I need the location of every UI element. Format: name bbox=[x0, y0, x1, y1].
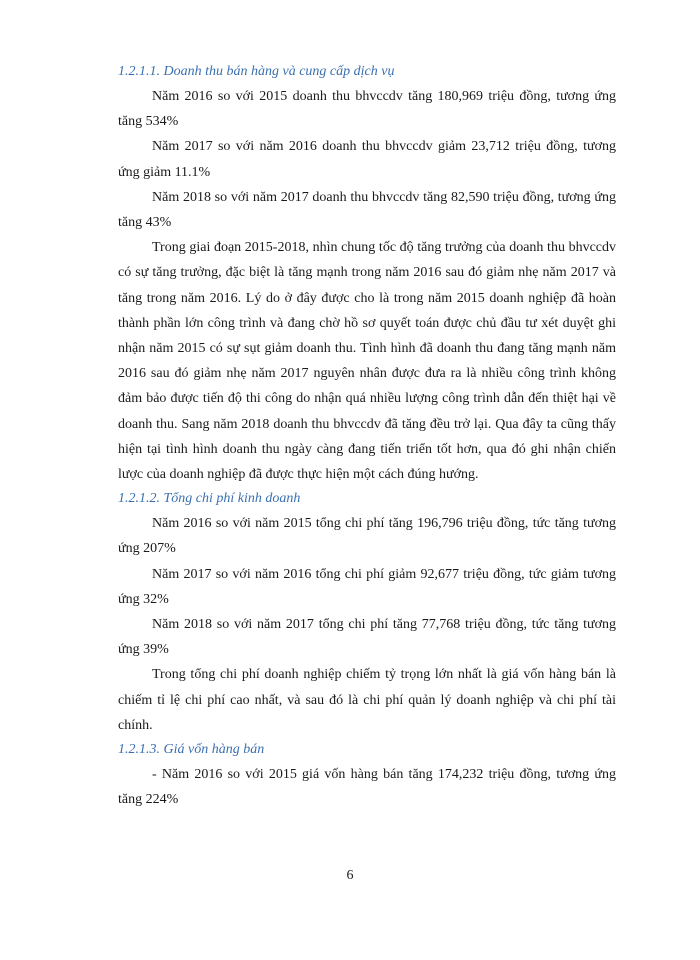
paragraph: Năm 2018 so với năm 2017 doanh thu bhvccdv tăng 82,590 triệu đồng, tương ứng tăng 43% bbox=[118, 189, 616, 231]
section-revenue bbox=[118, 60, 616, 487]
page-number: 6 bbox=[346, 868, 354, 883]
paragraph: Năm 2016 so với năm 2015 tổng chi phí tăng 196,796 triệu đồng, tức tăng tương ứng 207% bbox=[118, 516, 616, 557]
paragraph: Trong giai đoạn 2015-2018, nhìn chung tốc độ tăng trưởng của doanh thu bhvccdv có sự tăng trưởng, đặc biệt là tăng mạnh trong năm 2016 sau đó giảm nhẹ năm 2017 và tăng trong năm 2016. Lý do ở đây được cho là trong năm 2015 doanh nghiệp đã hoàn thành phần lớn công trình và đang chờ hồ sơ quyết toán được chủ đầu tư xét duyệt ghi nhận năm 2015 có sự sụt giảm doanh thu. Tình hình đã doanh thu đang tăng mạnh năm 2016 sau đó giảm nhẹ năm 2017 nguyên nhân được đưa ra là nhiều công trình không đảm bảo được tiến độ thi công do nhận quá nhiều lượng công trình dẫn đến thiệt hại về doanh thu. Sang năm 2018 doanh thu bhvccdv đã tăng đều trở lại. Qua đây ta cũng thấy hiện tại tình hình doanh thu ngày càng đang tiến triển tốt hơn, qua đó ghi nhận chiến lược của doanh nghiệp đã được thực hiện một cách đúng hướng. bbox=[118, 240, 616, 483]
paragraph: Trong tổng chi phí doanh nghiệp chiếm tỷ trọng lớn nhất là giá vốn hàng bán là chiếm tỉ lệ chi phí cao nhất, và sau đó là chi phí quản lý doanh nghiệp và chi phí tài chính. bbox=[118, 667, 616, 733]
paragraph: Năm 2017 so với năm 2016 doanh thu bhvccdv giảm 23,712 triệu đồng, tương ứng giảm 11.1% bbox=[118, 139, 616, 180]
section-heading: 1.2.1.3. Giá vốn hàng bán bbox=[118, 742, 265, 758]
document-page bbox=[118, 60, 616, 812]
paragraph: - Năm 2016 so với 2015 giá vốn hàng bán tăng 174,232 triệu đồng, tương ứng tăng 224% bbox=[118, 767, 616, 808]
section-heading: 1.2.1.2. Tổng chi phí kinh doanh bbox=[118, 491, 301, 507]
paragraph: Năm 2017 so với năm 2016 tổng chi phí giảm 92,677 triệu đồng, tức giảm tương ứng 32% bbox=[118, 566, 616, 607]
paragraph: Năm 2016 so với 2015 doanh thu bhvccdv tăng 180,969 triệu đồng, tương ứng tăng 534% bbox=[118, 89, 616, 130]
section-heading: 1.2.1.1. Doanh thu bán hàng và cung cấp dịch vụ bbox=[118, 64, 395, 79]
section-cost-of-goods bbox=[118, 738, 616, 812]
section-total-cost bbox=[118, 487, 616, 738]
paragraph: Năm 2018 so với năm 2017 tổng chi phí tăng 77,768 triệu đồng, tức tăng tương ứng 39% bbox=[118, 617, 616, 658]
